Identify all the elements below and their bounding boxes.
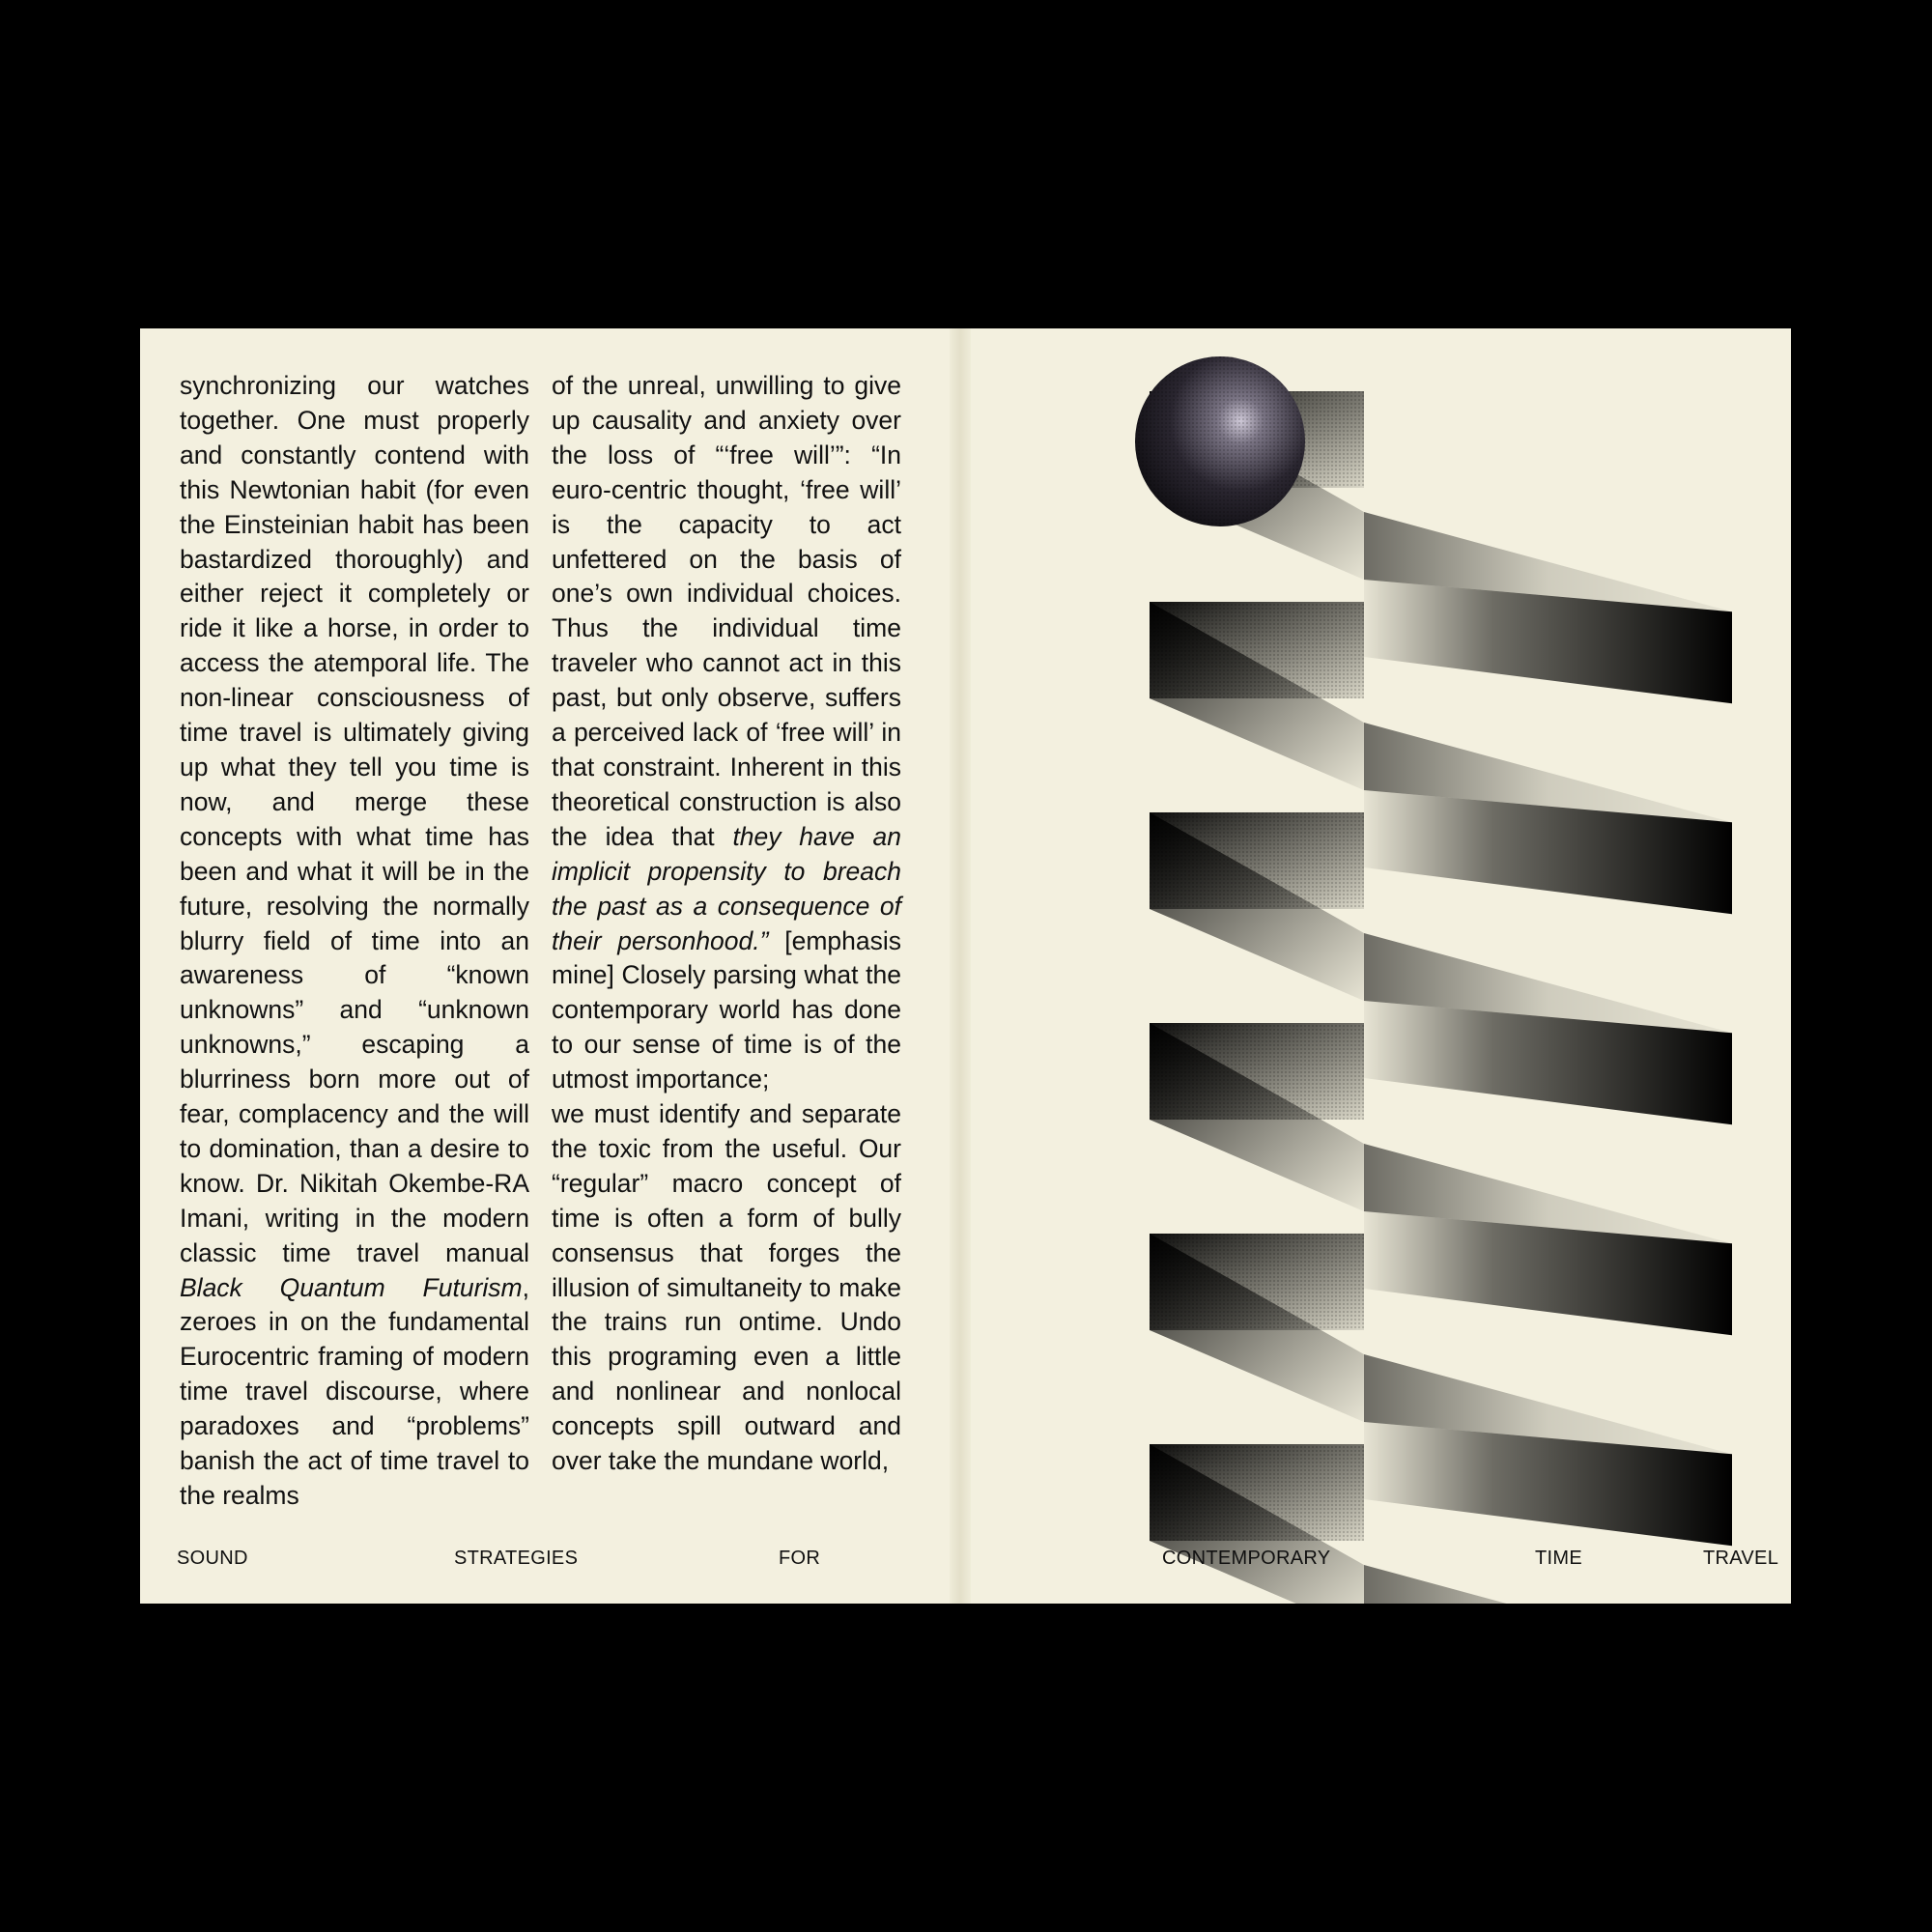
left-page [140, 328, 950, 1604]
bar-halftone [1150, 812, 1364, 909]
footer-word-for: FOR [779, 1548, 821, 1569]
footer-word-travel: TRAVEL [1703, 1548, 1779, 1569]
column-1-paragraph [180, 369, 529, 1514]
column-1-text-end: , zeroes in on the fundamental Eurocentric framing of modern time travel discourse, where paradoxes and “problems” banish the act of time travel to the realms [180, 1272, 529, 1510]
footer-word-sound: SOUND [177, 1548, 248, 1569]
column-2-text: of the unreal, unwilling to give up causality and anxiety over the loss of “‘free will’”: “In euro-centric thought, ‘free will’ is the capacity to act unfettered on the basis of one’s own individual choices. Thus the individual time traveler who cannot act in this past, but only observe, suffers a perceived lack of ‘free will’ in that constraint. Inherent in this theoretical construction is also the idea that [552, 371, 901, 851]
bar-halftone [1150, 1234, 1364, 1330]
column-2-paragraph-2: we must identify and separate the toxic from the useful. Our “regular” macro concept of time is often a form of bully consensus that forges the illusion of simultaneity to make the trains run ontime. Undo this programing even a little and nonlinear and nonlocal concepts spill outward and over take the mundane world, [552, 1099, 901, 1476]
text-column-2 [552, 369, 901, 1479]
illustration [971, 328, 1791, 1604]
bar-halftone [1150, 1023, 1364, 1120]
column-2-text-end: [emphasis mine] Closely parsing what the contemporary world has done to our sense of time is of the utmost importance; [552, 925, 901, 1094]
bar-halftone [1150, 602, 1364, 698]
text-column-1 [180, 369, 529, 1514]
bar-halftone [1150, 1444, 1364, 1541]
right-page [971, 328, 1791, 1604]
footer-word-time: TIME [1535, 1548, 1582, 1569]
zine-spread [140, 328, 1791, 1604]
bar-top [1364, 1565, 1732, 1604]
footer-word-contemporary: CONTEMPORARY [1162, 1548, 1331, 1569]
quote-italic: they have an implicit propensity to breach the past as a consequence of their personhood.” [552, 821, 901, 955]
column-2-paragraph-1 [552, 369, 901, 1097]
book-title: Black Quantum Futurism [180, 1272, 523, 1302]
bar-stack [1150, 391, 1732, 1604]
column-1-text: synchronizing our watches together. One must properly and constantly contend with this Newtonian habit (for even the Einsteinian habit has been bastardized thoroughly) and either reject it completely or ride it like a horse, in order to access the atemporal life. The non-linear consciousness of time travel is ultimately giving up what they tell you time is now, and merge these concepts with what time has been and what it will be in the future, resolving the normally blurry field of time into an awareness of “known unknowns” and “unknown unknowns,” escaping a blurriness born more out of fear, complacency and the will to domination, than a desire to know. Dr. Nikitah Okembe-RA Imani, writing in the modern classic time travel manual [180, 371, 529, 1267]
book-gutter [950, 328, 971, 1604]
footer-word-strategies: STRATEGIES [454, 1548, 579, 1569]
